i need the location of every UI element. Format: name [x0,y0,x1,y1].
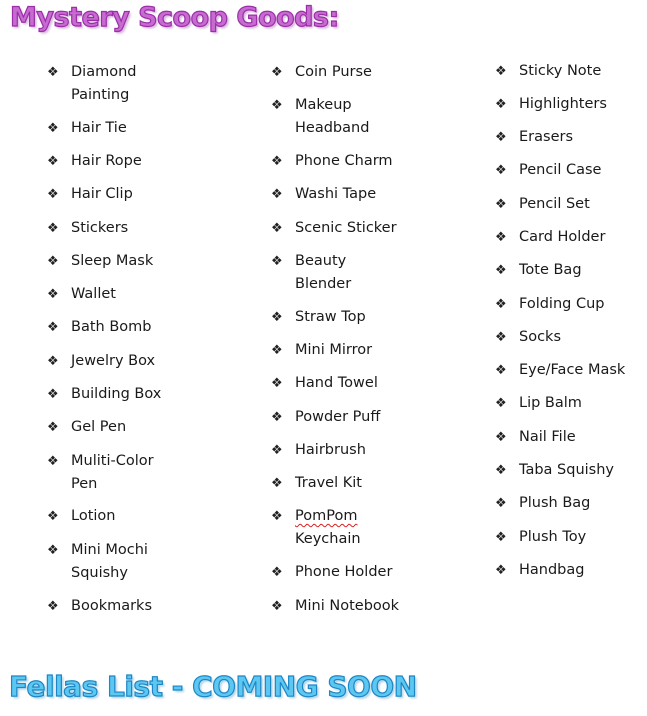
item-label: Muliti-Color Pen [71,453,154,492]
item-label: Gel Pen [71,419,127,435]
list-item [495,326,647,349]
list-item [47,217,171,240]
item-label: Powder Puff [295,409,381,425]
diamond-bullet-icon: ❖ [47,320,59,335]
list-item [495,93,647,116]
item-label: Diamond Painting [71,64,137,103]
list-item [47,61,171,107]
diamond-bullet-icon: ❖ [495,130,507,145]
coming-soon-banner: Fellas List - COMING SOON [9,670,417,703]
item-label: Bath Bomb [71,319,152,335]
diamond-bullet-icon: ❖ [47,187,59,202]
item-label: Socks [519,329,561,345]
list-item [271,94,405,140]
item-label-rest: Keychain [295,531,361,547]
list-item [271,306,405,329]
diamond-bullet-icon: ❖ [495,463,507,478]
diamond-bullet-icon: ❖ [495,563,507,578]
list-item [495,126,647,149]
item-label: Wallet [71,286,116,302]
list-item [271,150,405,173]
list-item [271,472,405,495]
item-label: Travel Kit [295,475,362,491]
list-item [271,183,405,206]
diamond-bullet-icon: ❖ [47,420,59,435]
item-label: Plush Bag [519,495,591,511]
list-item [47,250,171,273]
item-label: Highlighters [519,96,607,112]
item-label: Mini Mochi Squishy [71,542,148,581]
diamond-bullet-icon: ❖ [271,476,283,491]
list-item [47,539,171,585]
item-label: Sleep Mask [71,253,154,269]
list-item [47,450,171,496]
diamond-bullet-icon: ❖ [495,230,507,245]
diamond-bullet-icon: ❖ [271,254,283,269]
diamond-bullet-icon: ❖ [495,163,507,178]
item-label: Hair Clip [71,186,133,202]
item-label: Beauty Blender [295,253,352,292]
diamond-bullet-icon: ❖ [271,565,283,580]
item-label: Hand Towel [295,375,378,391]
list-item [271,217,405,240]
list-item [47,350,171,373]
item-label-pompom-keychain [295,505,405,551]
list-item [495,159,647,182]
list-item [47,316,171,339]
list-item [47,505,171,528]
diamond-bullet-icon: ❖ [271,187,283,202]
diamond-bullet-icon: ❖ [47,354,59,369]
diamond-bullet-icon: ❖ [47,154,59,169]
list-item [495,293,647,316]
list-item [271,61,405,84]
item-label: Hair Rope [71,153,142,169]
item-label: Mini Notebook [295,598,400,614]
list-item [271,372,405,395]
diamond-bullet-icon: ❖ [47,287,59,302]
diamond-bullet-icon: ❖ [495,396,507,411]
item-label: Hairbrush [295,442,366,458]
item-label: Pencil Case [519,162,602,178]
item-label: Bookmarks [71,598,153,614]
list-item [47,383,171,406]
diamond-bullet-icon: ❖ [47,65,59,80]
item-label: Jewelry Box [71,353,156,369]
diamond-bullet-icon: ❖ [271,410,283,425]
list-item [271,406,405,429]
list-item [47,150,171,173]
diamond-bullet-icon: ❖ [47,254,59,269]
list-item [271,561,405,584]
diamond-bullet-icon: ❖ [271,443,283,458]
page-title: Mystery Scoop Goods: [10,2,339,33]
item-label: Lotion [71,508,116,524]
item-label: Nail File [519,429,576,445]
list-item [495,526,647,549]
item-label: Phone Charm [295,153,393,169]
list-item [271,439,405,462]
diamond-bullet-icon: ❖ [495,97,507,112]
list-item [495,226,647,249]
list-item [271,595,405,618]
diamond-bullet-icon: ❖ [47,387,59,402]
diamond-bullet-icon: ❖ [271,98,283,113]
item-label: Coin Purse [295,64,372,80]
diamond-bullet-icon: ❖ [495,430,507,445]
list-item [495,60,647,83]
diamond-bullet-icon: ❖ [495,64,507,79]
list-item [495,492,647,515]
item-label: Plush Toy [519,529,587,545]
list-item [271,339,405,362]
list-item [495,426,647,449]
diamond-bullet-icon: ❖ [495,496,507,511]
item-label: Scenic Sticker [295,220,397,236]
item-label: Tote Bag [519,262,582,278]
diamond-bullet-icon: ❖ [271,310,283,325]
diamond-bullet-icon: ❖ [271,221,283,236]
item-label: Washi Tape [295,186,377,202]
list-item [47,416,171,439]
diamond-bullet-icon: ❖ [47,599,59,614]
item-label: Phone Holder [295,564,393,580]
list-item [495,193,647,216]
list-item [495,359,647,382]
diamond-bullet-icon: ❖ [47,509,59,524]
item-label: Erasers [519,129,573,145]
diamond-bullet-icon: ❖ [271,154,283,169]
diamond-bullet-icon: ❖ [495,197,507,212]
diamond-bullet-icon: ❖ [47,121,59,136]
diamond-bullet-icon: ❖ [495,530,507,545]
item-label: Mini Mirror [295,342,373,358]
diamond-bullet-icon: ❖ [495,330,507,345]
diamond-bullet-icon: ❖ [47,454,59,469]
diamond-bullet-icon: ❖ [271,599,283,614]
list-item [47,183,171,206]
item-label: Card Holder [519,229,606,245]
item-label: Straw Top [295,309,366,325]
diamond-bullet-icon: ❖ [495,263,507,278]
list-item [495,392,647,415]
list-item [495,559,647,582]
item-label: Building Box [71,386,162,402]
diamond-bullet-icon: ❖ [47,543,59,558]
item-label: Sticky Note [519,63,602,79]
item-label: Hair Tie [71,120,127,136]
diamond-bullet-icon: ❖ [495,363,507,378]
item-label: Pencil Set [519,196,590,212]
diamond-bullet-icon: ❖ [271,509,283,524]
list-item [495,259,647,282]
item-label: Eye/Face Mask [519,362,626,378]
diamond-bullet-icon: ❖ [271,343,283,358]
diamond-bullet-icon: ❖ [271,65,283,80]
item-label: Stickers [71,220,129,236]
diamond-bullet-icon: ❖ [271,376,283,391]
list-item [47,117,171,140]
item-label: Taba Squishy [519,462,614,478]
list-item [271,505,405,551]
item-label: Makeup Headband [295,97,370,136]
item-label: Folding Cup [519,296,605,312]
list-item [47,283,171,306]
item-label: Lip Balm [519,395,582,411]
item-label: Handbag [519,562,585,578]
diamond-bullet-icon: ❖ [47,221,59,236]
list-item [495,459,647,482]
list-item [271,250,405,296]
diamond-bullet-icon: ❖ [495,297,507,312]
list-item [47,595,171,618]
spellcheck-word: PomPom [295,508,358,524]
